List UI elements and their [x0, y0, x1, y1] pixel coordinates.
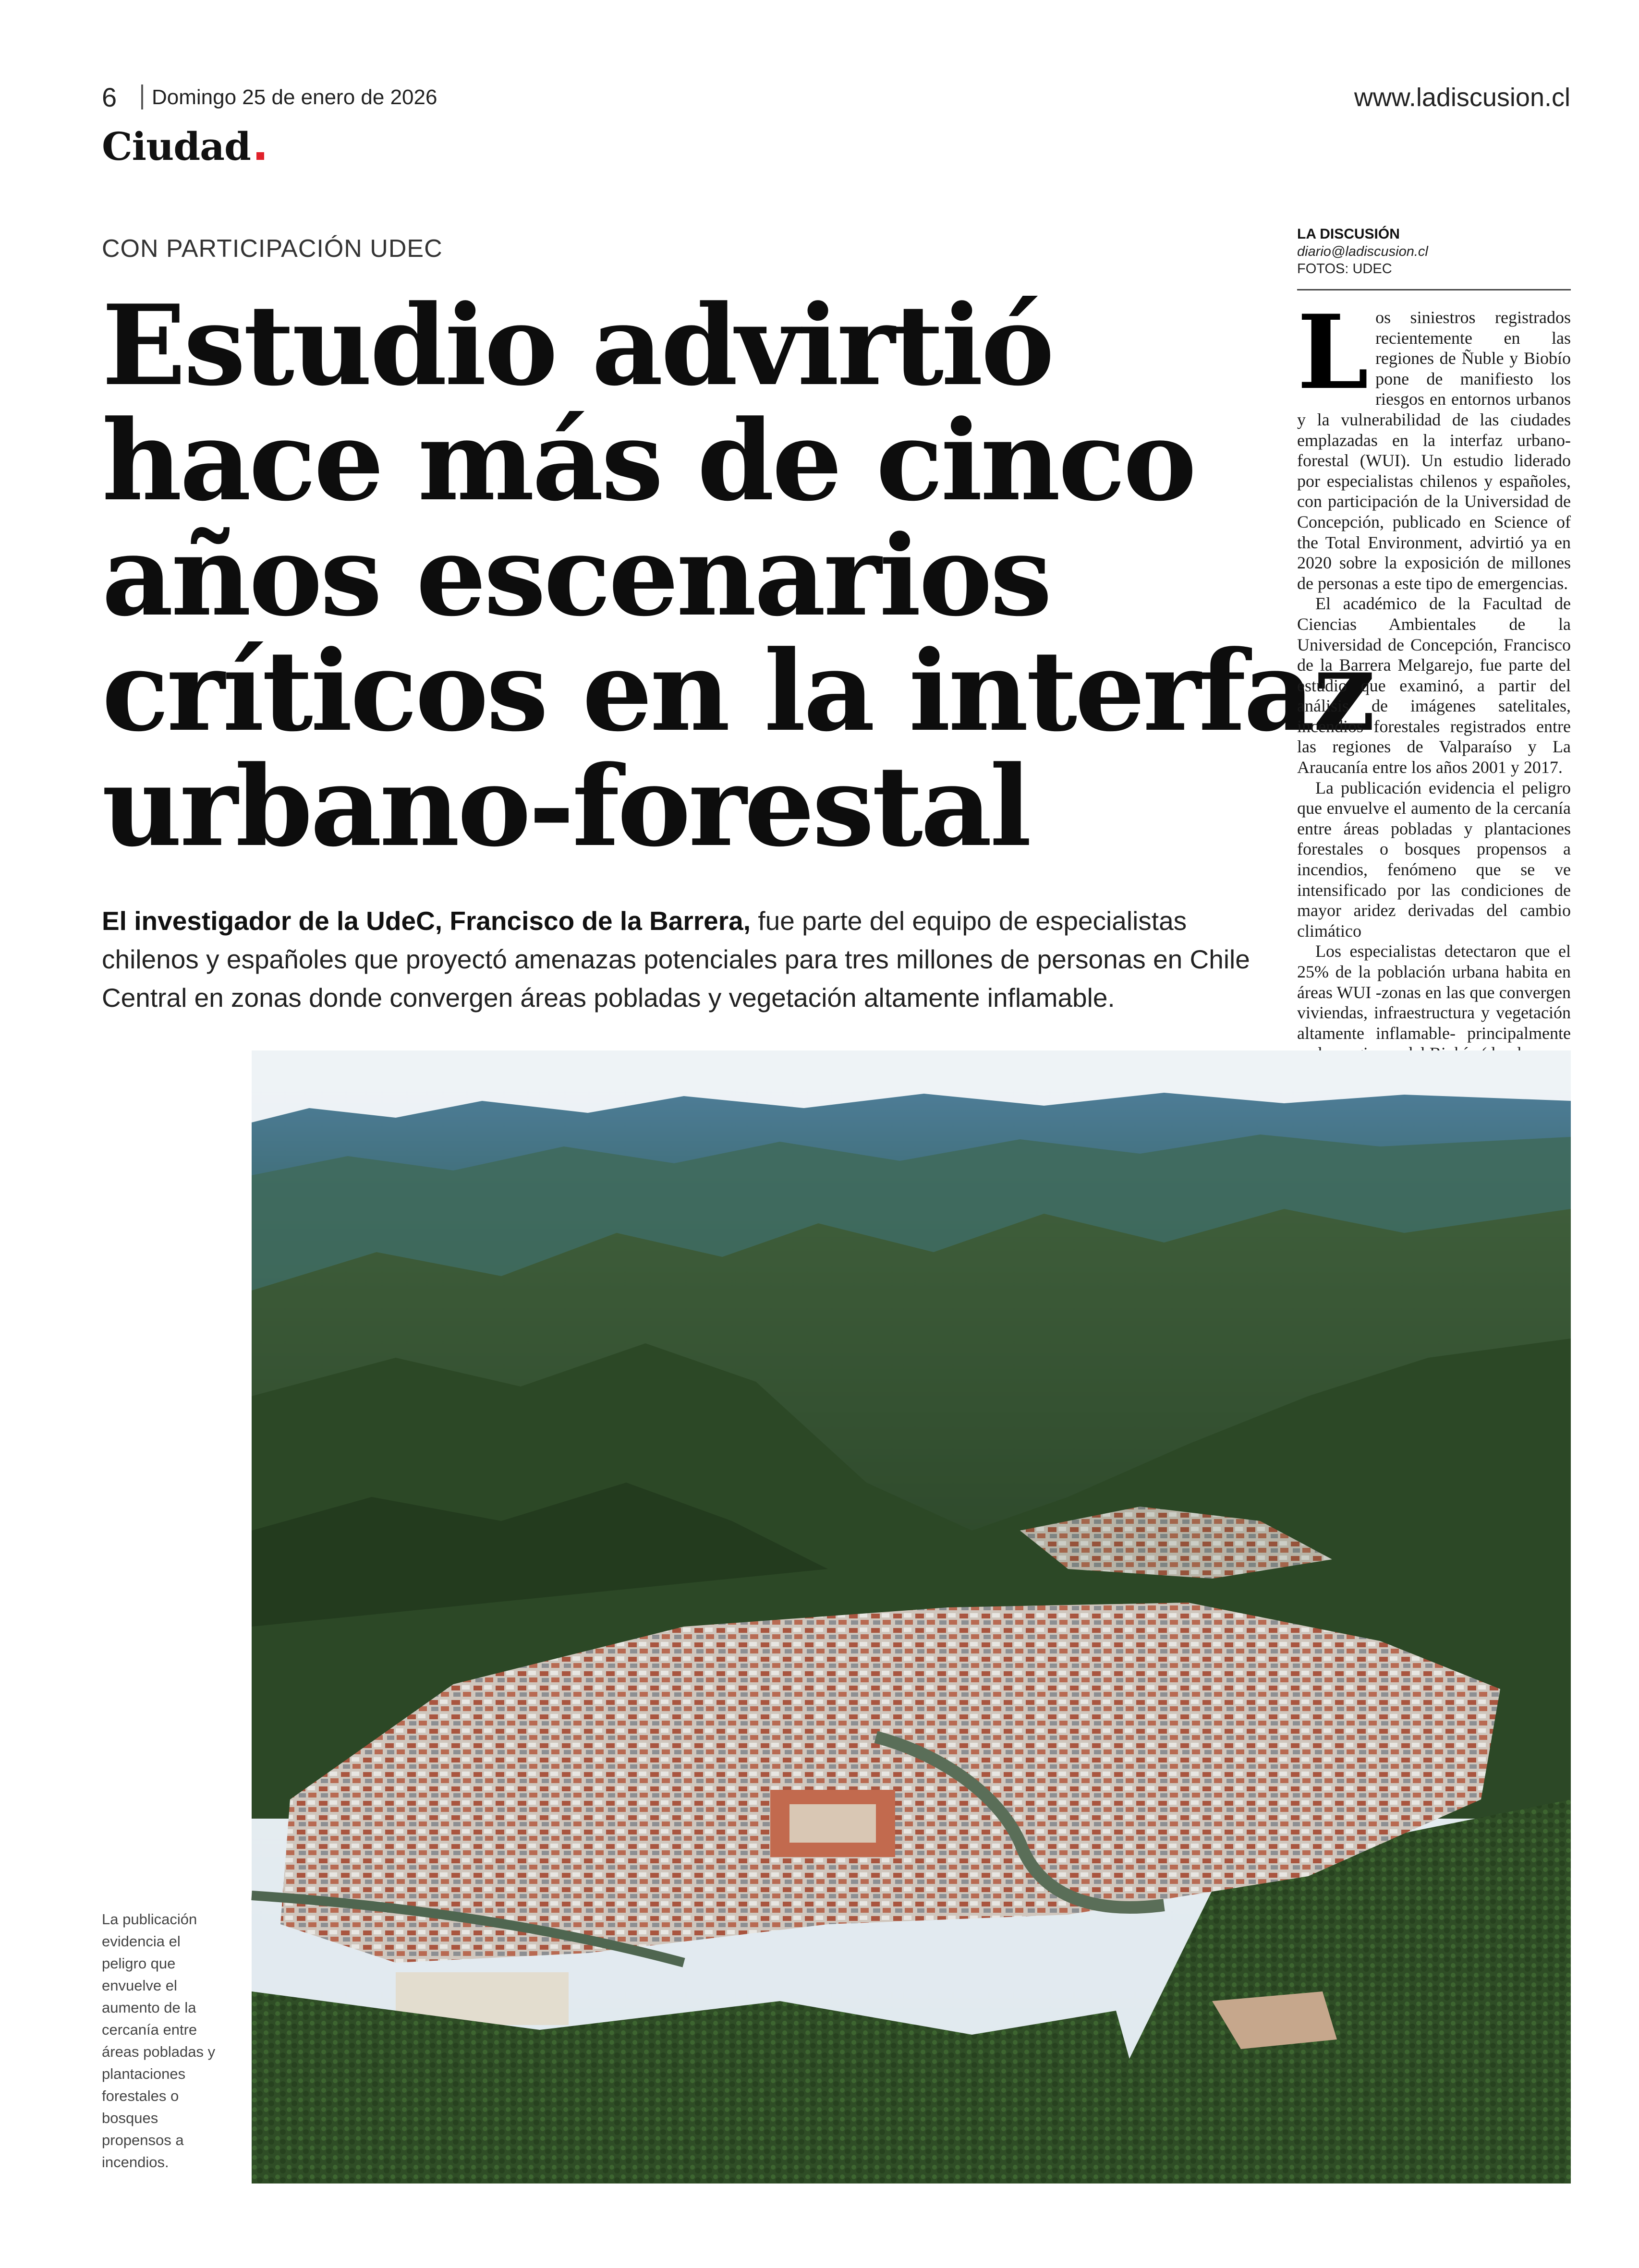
body-paragraph: El académico de la Facultad de Ciencias Ambientales de la Universidad de Concepción, Francisco de la Barrera Melgarejo, fue parte del estudio que examinó, a partir del análisis de imágenes satelitales, incendios forestales registrados entre las regiones de Valparaíso y La Araucanía entre los años 2001 y 2017.: [1297, 594, 1571, 777]
byline-org: LA DISCUSIÓN: [1297, 226, 1400, 242]
headline-line: Estudio advirtió: [102, 281, 1052, 410]
website-link[interactable]: www.ladiscusion.cl: [1354, 83, 1570, 112]
headline-line: urbano-forestal: [102, 742, 1030, 871]
drop-cap: L: [1297, 292, 1369, 412]
headline-line: hace más de cinco: [102, 396, 1194, 526]
byline-rule: [1297, 289, 1571, 290]
body-paragraph: Los especialistas detectaron que el 25% de la población urbana habita en áreas WUI -zonas en las que convergen viviendas, infraestructura y vegetación altamente inflamable- principalmente: [1297, 941, 1571, 1043]
photo-caption: La publicación evidencia el peligro que envuelve el aumento de la cercanía entre áreas pobladas y plantaciones forestales o bosques propensos a incendios.: [102, 1911, 216, 2171]
body-paragraph: La publicación evidencia el peligro que envuelve el aumento de la cercanía entre áreas pobladas y plantaciones forestales o bosques propensos a incendios, fenómeno que se ve intensificado por las condiciones de mayor aridez derivadas del cambio climático: [1297, 778, 1571, 941]
section-label: [102, 124, 264, 169]
headline-line: años escenarios: [102, 511, 1050, 641]
deck-text: fue parte del equipo de especialistas chilenos y españoles que proyectó amenazas potenciales para tres millones de personas en Chile Central en zonas donde convergen áreas pobladas y vegetación altamente inflamable.: [102, 906, 1250, 1013]
article-deck: [102, 902, 1254, 1017]
headline-line: críticos en la interfaz: [102, 627, 1373, 756]
byline: [1297, 226, 1571, 277]
byline-email[interactable]: diario@ladiscusion.cl: [1297, 244, 1428, 259]
deck-lead: El investigador de la UdeC, Francisco de la Barrera,: [102, 906, 751, 936]
byline-photo-credit: FOTOS: UDEC: [1297, 261, 1392, 277]
section-accent-dot: [256, 152, 264, 160]
header-separator: [141, 84, 143, 109]
article-kicker: CON PARTICIPACIÓN UDEC: [102, 235, 443, 263]
article-headline: [102, 281, 1373, 871]
section-name: Ciudad: [102, 124, 251, 169]
issue-date: Domingo 25 de enero de 2026: [152, 85, 437, 109]
aerial-town-photo: [252, 1050, 1571, 2184]
article-body: [1297, 292, 1571, 1043]
body-paragraph: os siniestros registrados recientemente en las regiones de Ñuble y Biobío pone de manifiesto los riesgos en entornos urbanos y la vulnerabilidad de las ciudades emplazadas en la interfaz urbano-forestal (WUI). Un estudio liderado por especialistas chilenos y españoles, con participación de la Universidad de Concepción, publicado en Science of the Total Environment, advirtió ya en 2020 sobre la exposición de millones de personas a este tipo de emergencias.: [1297, 308, 1571, 593]
page-number: 6: [102, 82, 117, 112]
